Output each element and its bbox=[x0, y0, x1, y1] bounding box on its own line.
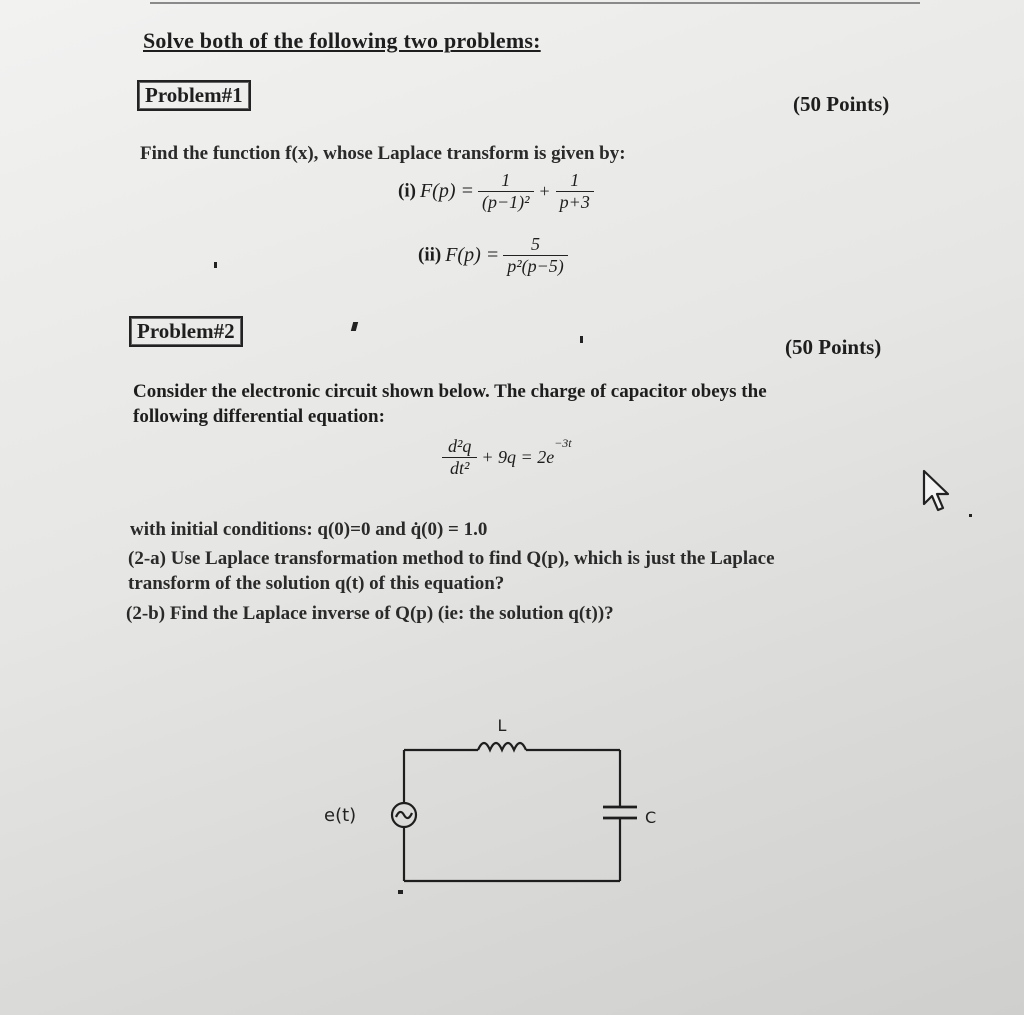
part-a-line2: transform of the solution q(t) of this equation? bbox=[128, 573, 505, 594]
part-a-line1 bbox=[128, 548, 775, 570]
part-b-text: Find the Laplace inverse of Q(p) (ie: the solution q(t))? bbox=[169, 603, 614, 624]
problem2-intro-line1: Consider the electronic circuit shown below. The charge of capacitor obeys the bbox=[133, 381, 767, 402]
equation-ii-lhs: F(p) = bbox=[445, 244, 500, 266]
equation-ii bbox=[418, 234, 568, 277]
term1-denominator: (p−1)² bbox=[481, 192, 530, 212]
equation-i bbox=[398, 170, 594, 213]
equation-i-lhs: F(p) = bbox=[419, 180, 474, 202]
inductor-label: L bbox=[497, 716, 507, 735]
problem2-intro-line2: following differential equation: bbox=[133, 406, 385, 427]
page-heading: Solve both of the following two problems: bbox=[143, 28, 541, 53]
equation-i-label: (i) bbox=[398, 180, 416, 202]
stray-mark bbox=[969, 514, 972, 517]
problem1-points: (50 Points) bbox=[793, 92, 890, 116]
problem1-label: Problem#1 bbox=[137, 80, 251, 111]
stray-mark bbox=[214, 262, 217, 268]
stray-mark bbox=[580, 336, 583, 343]
arrow-cursor-icon bbox=[920, 468, 954, 516]
stray-mark bbox=[351, 322, 358, 331]
equation-ii-label: (ii) bbox=[418, 244, 442, 266]
term2-numerator: 1 bbox=[556, 170, 594, 192]
fraction-term2 bbox=[556, 170, 594, 213]
initial-conditions: with initial conditions: q(0)=0 and q̇(0) = 1.0 bbox=[130, 519, 488, 540]
term1-numerator: 1 bbox=[478, 170, 534, 192]
part-b-label: (2-b) bbox=[126, 603, 166, 624]
plus-sign: + bbox=[539, 181, 550, 201]
part-b bbox=[126, 603, 614, 625]
stray-mark bbox=[398, 890, 403, 894]
sine-wave-icon bbox=[396, 812, 412, 818]
source-label: e(t) bbox=[324, 805, 357, 826]
differential-equation bbox=[442, 436, 572, 479]
top-rule bbox=[150, 2, 920, 4]
fraction-term1 bbox=[478, 170, 534, 213]
circuit-svg bbox=[300, 705, 680, 905]
inductor-coil-icon bbox=[478, 743, 526, 750]
term2-denominator: p+3 bbox=[559, 192, 590, 212]
ode-derivative bbox=[442, 436, 477, 479]
problem1-prompt: Find the function f(x), whose Laplace transform is given by: bbox=[140, 143, 626, 164]
capacitor-label: C bbox=[645, 808, 657, 827]
part-a-text: Use Laplace transformation method to find Q(p), which is just the Laplace bbox=[170, 548, 775, 569]
fraction-ii-numerator: 5 bbox=[503, 234, 568, 256]
fraction-ii bbox=[503, 234, 568, 277]
part-a-label: (2-a) bbox=[128, 548, 166, 569]
ode-rhs: + 9q = 2e bbox=[481, 447, 555, 467]
fraction-ii-denominator: p²(p−5) bbox=[507, 256, 564, 276]
ode-denominator: dt² bbox=[450, 458, 470, 478]
problem2-points: (50 Points) bbox=[785, 335, 882, 359]
ode-exponent: −3t bbox=[554, 436, 572, 451]
ode-numerator: d²q bbox=[442, 436, 477, 458]
problem2-label: Problem#2 bbox=[129, 316, 243, 347]
lc-circuit-diagram bbox=[300, 705, 680, 910]
